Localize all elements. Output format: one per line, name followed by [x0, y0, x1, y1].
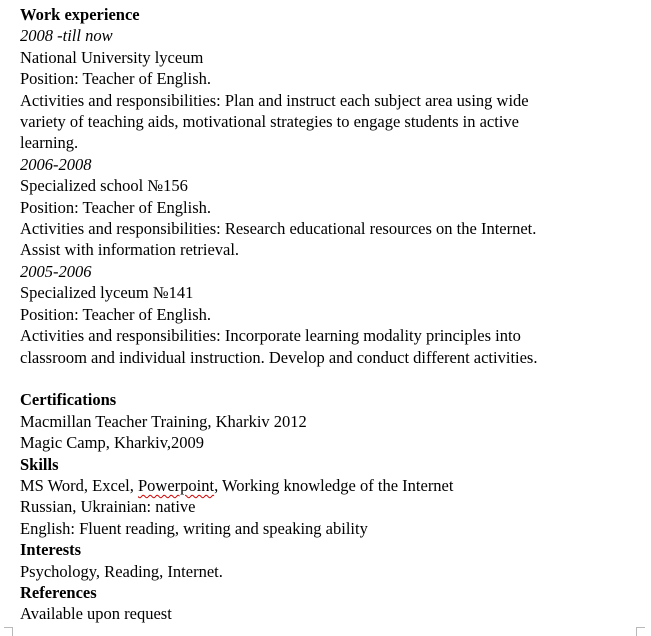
job-activities-line: Activities and responsibilities: Incorporate learning modality principles into: [20, 326, 521, 346]
skills-computer: [20, 475, 620, 496]
references-heading: References: [20, 582, 97, 602]
job-position: Position: Teacher of English.: [20, 69, 212, 89]
skills-heading: Skills: [20, 454, 59, 474]
job-activities-line: Activities and responsibilities: Research educational resources on the Internet.: [20, 219, 537, 239]
skills-english: English: Fluent reading, writing and speaking ability: [20, 518, 368, 538]
job-entry: [20, 25, 620, 153]
misspelled-word[interactable]: Powerpoint: [137, 475, 215, 495]
interests-text: Psychology, Reading, Internet.: [20, 561, 223, 581]
job-place: National University lyceum: [20, 47, 204, 67]
job-period: 2005-2006: [20, 261, 92, 281]
certification-item: Magic Camp, Kharkiv,2009: [20, 433, 205, 453]
skills-languages-native: Russian, Ukrainian: native: [20, 497, 196, 517]
references-text: Available upon request: [20, 604, 172, 624]
job-activities-line: Activities and responsibilities: Plan and instruct each subject area using wide: [20, 90, 529, 110]
job-place: Specialized lyceum №141: [20, 283, 194, 303]
skills-computer-prefix: MS Word, Excel,: [20, 475, 138, 495]
job-place: Specialized school №156: [20, 176, 188, 196]
resume-page: [20, 4, 620, 625]
empty-paragraph: [20, 368, 620, 389]
job-activities-line: classroom and individual instruction. Develop and conduct different activities.: [20, 347, 538, 367]
job-entry: [20, 261, 620, 368]
page-corner-mark-right: [636, 627, 645, 636]
skills-computer-suffix: , Working knowledge of the Internet: [214, 475, 454, 495]
job-activities-line: learning.: [20, 133, 79, 153]
job-position: Position: Teacher of English.: [20, 304, 212, 324]
job-period: 2008 -till now: [20, 26, 113, 46]
work-experience-heading: Work experience: [20, 5, 140, 24]
job-activities-line: Assist with information retrieval.: [20, 240, 240, 260]
certifications-heading: Certifications: [20, 390, 117, 410]
job-entry: [20, 154, 620, 261]
page-corner-mark-left: [4, 627, 13, 636]
job-position: Position: Teacher of English.: [20, 197, 212, 217]
interests-heading: Interests: [20, 540, 82, 560]
job-activities-line: variety of teaching aids, motivational strategies to engage students in active: [20, 112, 519, 132]
job-period: 2006-2008: [20, 154, 92, 174]
certification-item: Macmillan Teacher Training, Kharkiv 2012: [20, 411, 307, 431]
